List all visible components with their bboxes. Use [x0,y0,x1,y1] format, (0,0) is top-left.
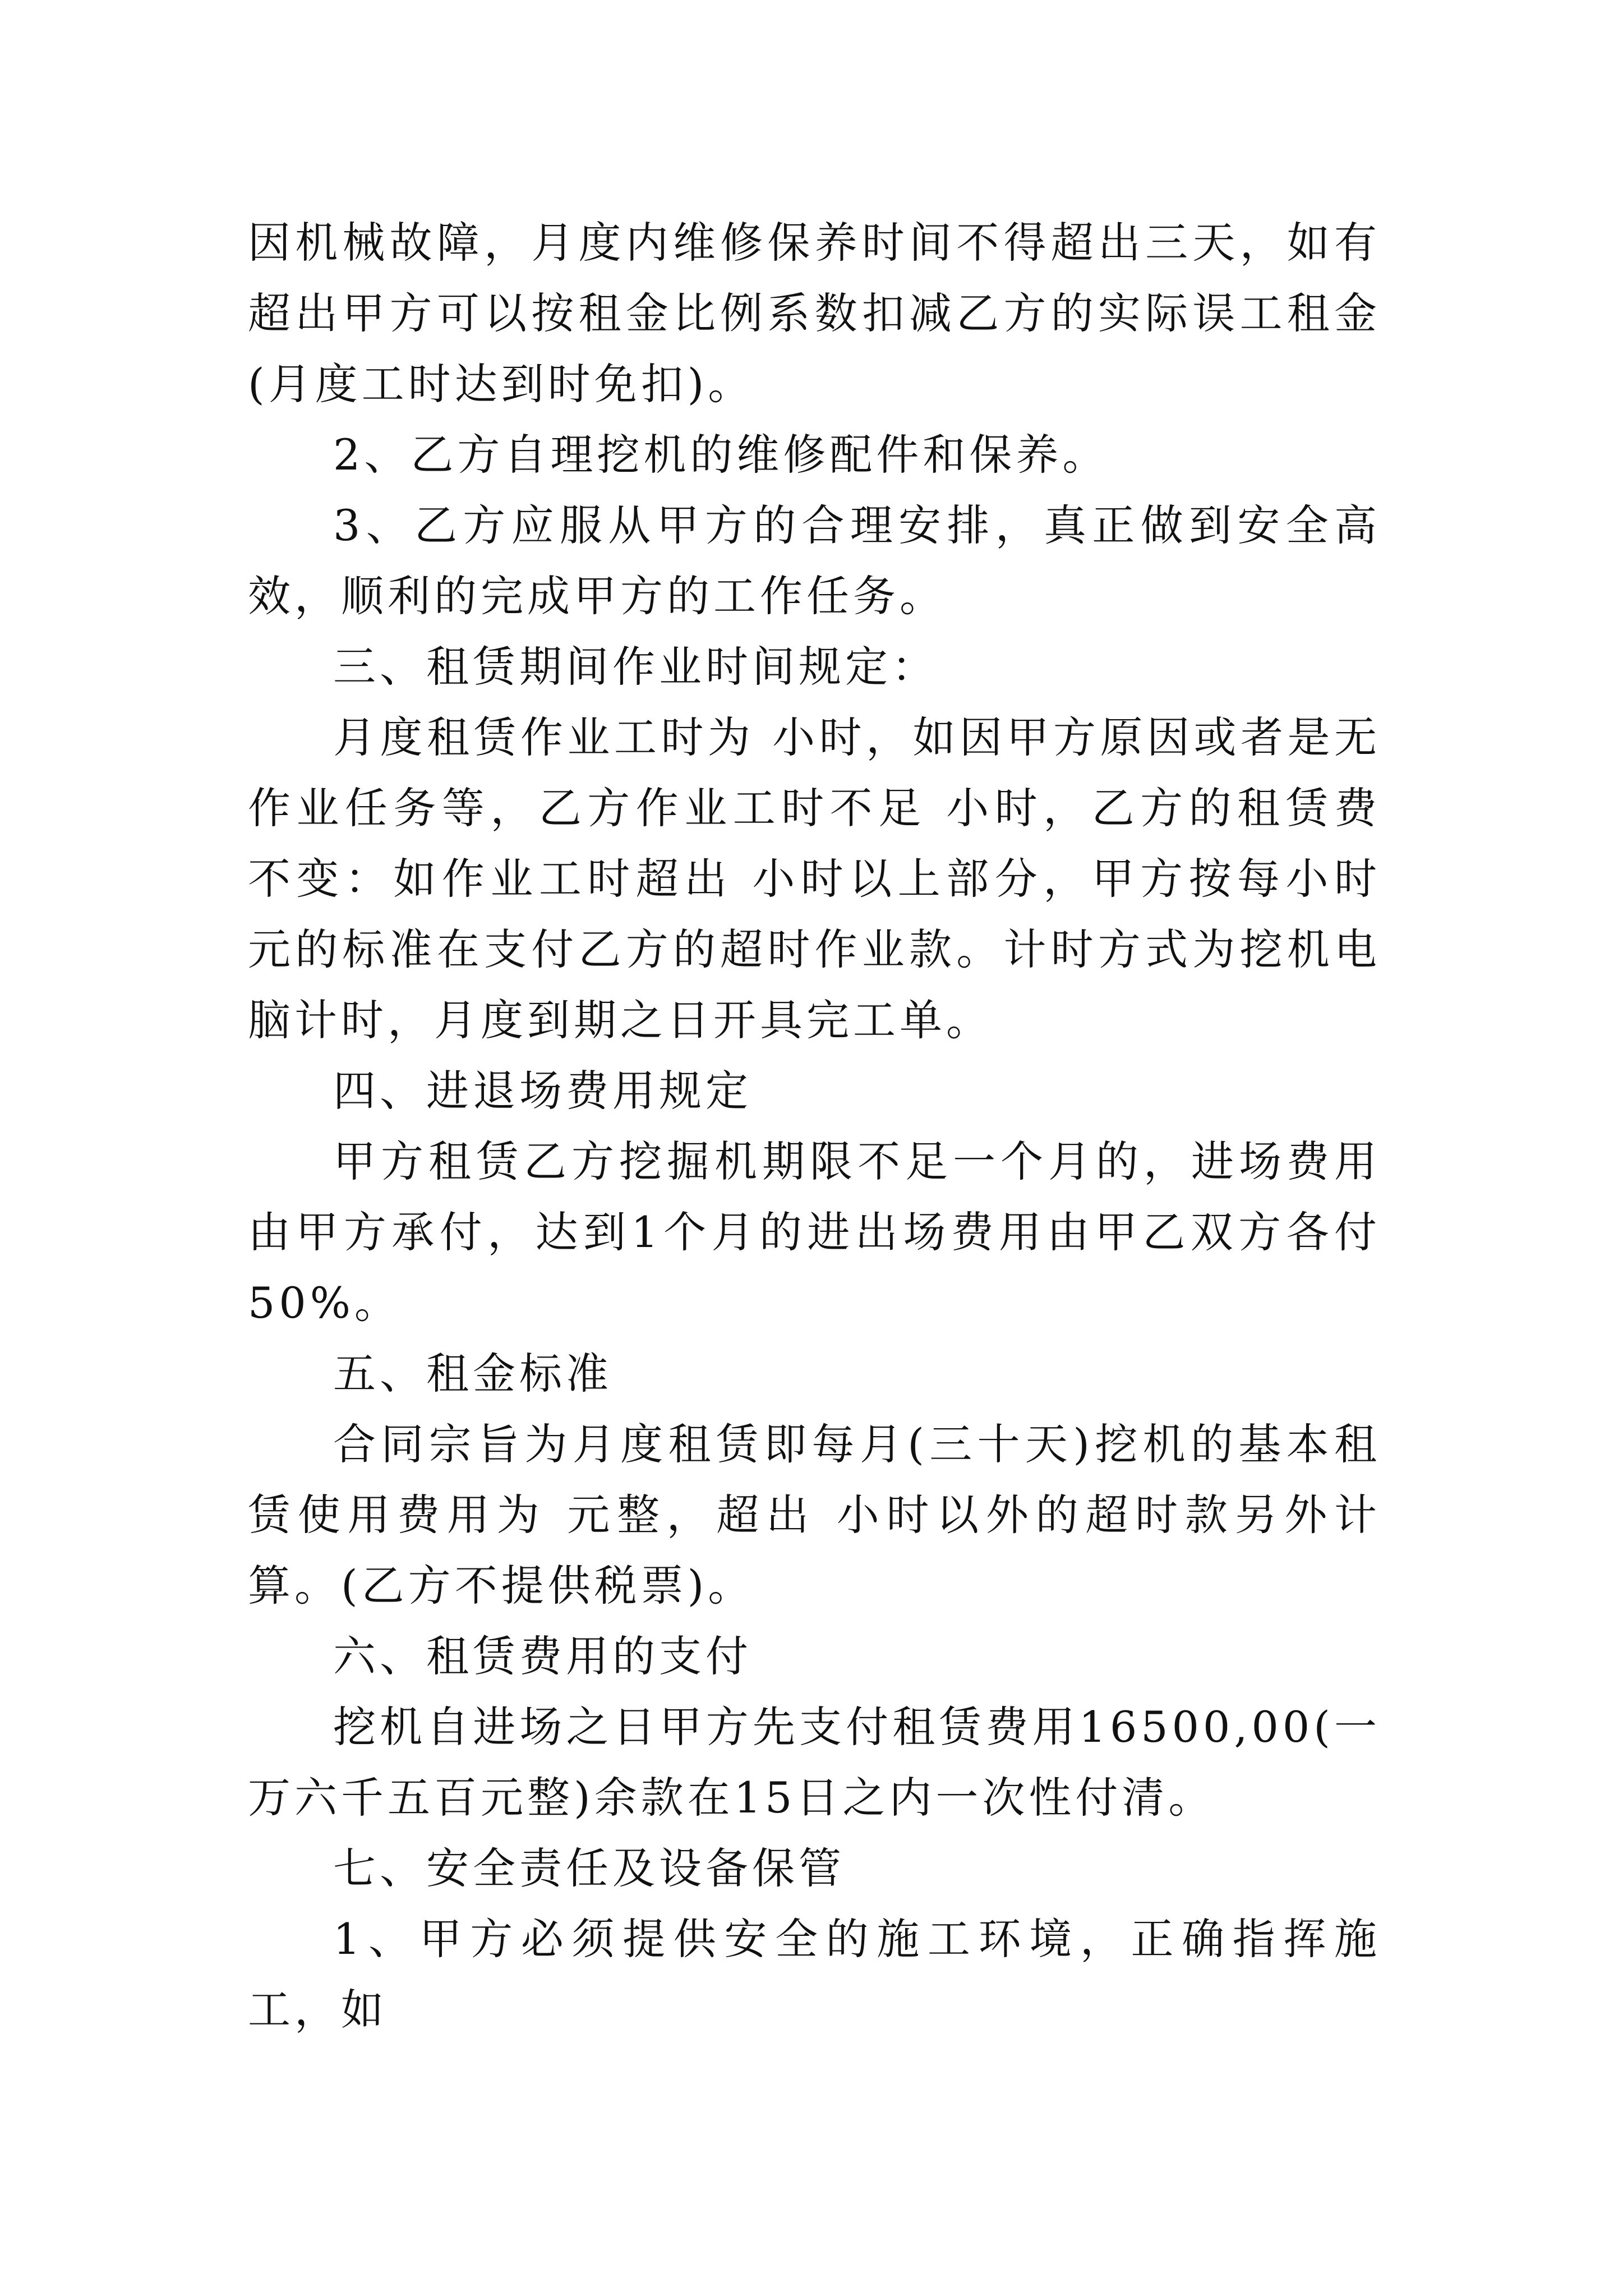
section-heading-4: 四、进退场费用规定 [333,1066,752,1116]
section-heading-3: 三、租赁期间作业时间规定： [333,642,938,692]
paragraph-clause-2: 2、乙方自理挖机的维修配件和保养。 [333,430,1109,480]
paragraph-working-hours: 月度租赁作业工时为 小时，如因甲方原因或者是无作业任务等，乙方作业工时不足 小时，乙方的租赁费不变：如作业工时超出 小时以上部分，甲方按每小时 元的标准在支付乙方的超时作业款。计时方式为挖机电脑计时，月度到期之日开具完工单。 [248,712,1381,1045]
paragraph-payment: 挖机自进场之日甲方先支付租赁费用16500,00(一万六千五百元整)余款在15日之内一次性付清。 [248,1702,1381,1823]
paragraph-rent-standard: 合同宗旨为月度租赁即每月(三十天)挖机的基本租赁使用费用为 元整，超出 小时以外的超时款另外计算。(乙方不提供税票)。 [248,1419,1381,1611]
paragraph-maintenance-limit: 因机械故障，月度内维修保养时间不得超出三天，如有超出甲方可以按租金比例系数扣减乙方的实际误工租金(月度工时达到时免扣)。 [248,218,1381,409]
paragraph-clause-3: 3、乙方应服从甲方的合理安排，真正做到安全高效，顺利的完成甲方的工作任务。 [248,500,1381,621]
section-heading-6: 六、租赁费用的支付 [333,1631,752,1681]
section-heading-5: 五、租金标准 [333,1349,612,1398]
paragraph-safety-clause-1: 1、甲方必须提供安全的施工环境，正确指挥施工，如 [248,1914,1381,2035]
paragraph-site-fees: 甲方租赁乙方挖掘机期限不足一个月的，进场费用由甲方承付，达到1个月的进出场费用由甲乙双方各付50%。 [248,1137,1381,1328]
document-body [248,208,1381,2045]
section-heading-7: 七、安全责任及设备保管 [333,1843,845,1893]
